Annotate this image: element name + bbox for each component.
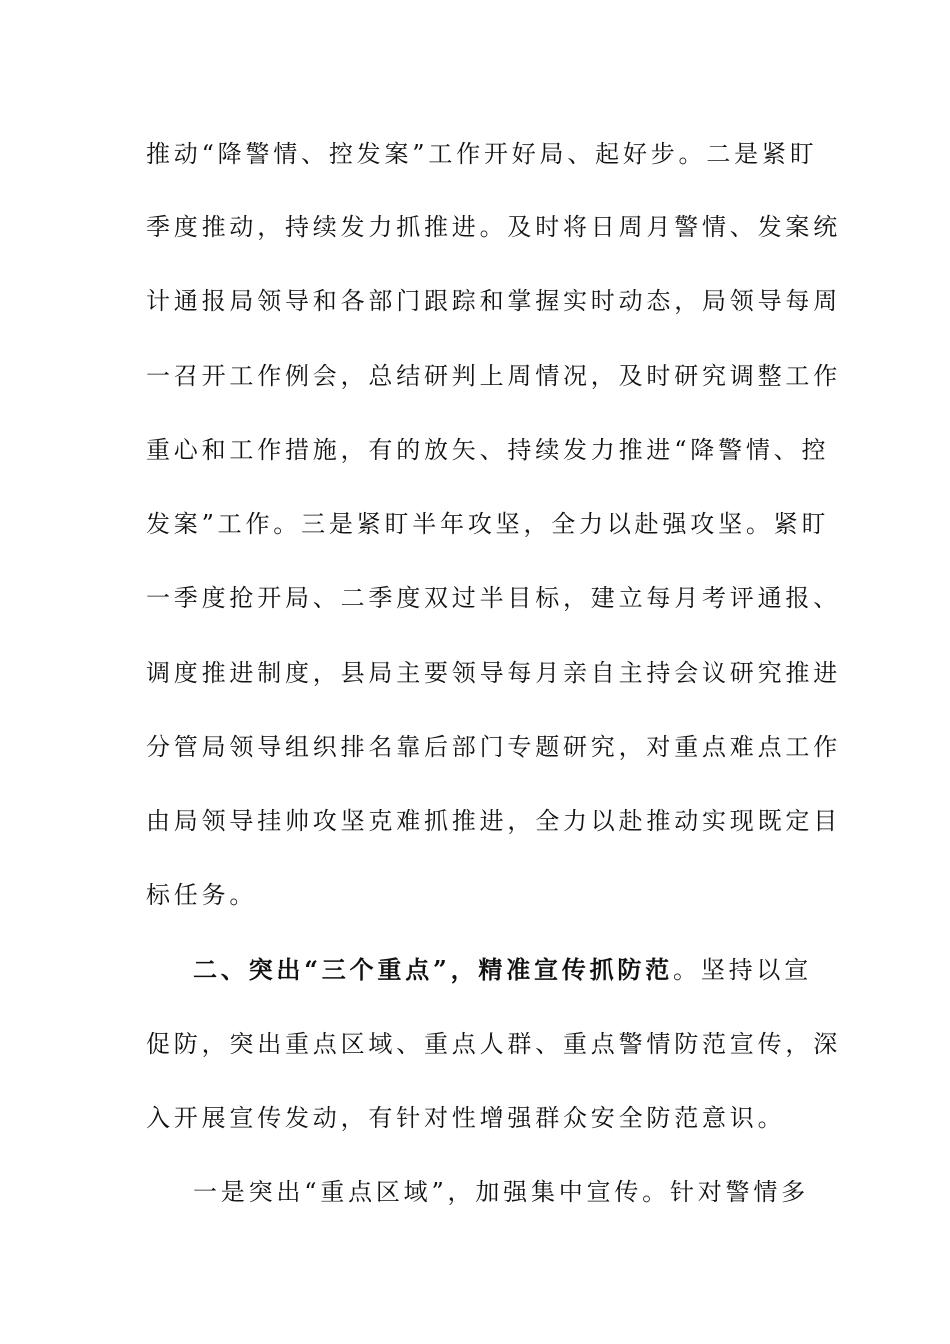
paragraph-line: 重心和工作措施，有的放矢、持续发力推进“降警情、控 — [146, 436, 830, 464]
section-heading-tail: 。坚持以宣 — [673, 956, 813, 984]
paragraph-line: 一召开工作例会，总结研判上周情况，及时研究调整工作 — [146, 362, 841, 390]
paragraph-line: 一是突出“重点区域”，加强集中宣传。针对警情多 — [193, 1178, 809, 1206]
paragraph-line: 标任务。 — [146, 881, 258, 909]
section-heading: 二、突出“三个重点”，精准宣传抓防范 — [193, 955, 674, 984]
paragraph-line: 入开展宣传发动，有针对性增强群众安全防范意识。 — [146, 1104, 786, 1132]
paragraph-line: 由局领导挂帅攻坚克难抓推进，全力以赴推动实现既定目 — [146, 807, 841, 835]
paragraph-line: 计通报局领导和各部门跟踪和掌握实时动态，局领导每周 — [146, 287, 841, 315]
paragraph-line: 促防，突出重点区域、重点人群、重点警情防范宣传，深 — [146, 1030, 841, 1058]
paragraph-line: 一季度抢开局、二季度双过半目标，建立每月考评通报、 — [146, 584, 841, 612]
paragraph-line: 分管局领导组织排名靠后部门专题研究，对重点难点工作 — [146, 733, 841, 761]
paragraph-line: 发案”工作。三是紧盯半年攻坚，全力以赴强攻坚。紧盯 — [146, 510, 830, 538]
paragraph-line: 推动“降警情、控发案”工作开好局、起好步。二是紧盯 — [146, 140, 818, 168]
paragraph-line: 调度推进制度，县局主要领导每月亲自主持会议研究推进 — [146, 659, 841, 687]
section-heading-line — [193, 955, 813, 985]
paragraph-line: 季度推动，持续发力抓推进。及时将日周月警情、发案统 — [146, 213, 841, 241]
